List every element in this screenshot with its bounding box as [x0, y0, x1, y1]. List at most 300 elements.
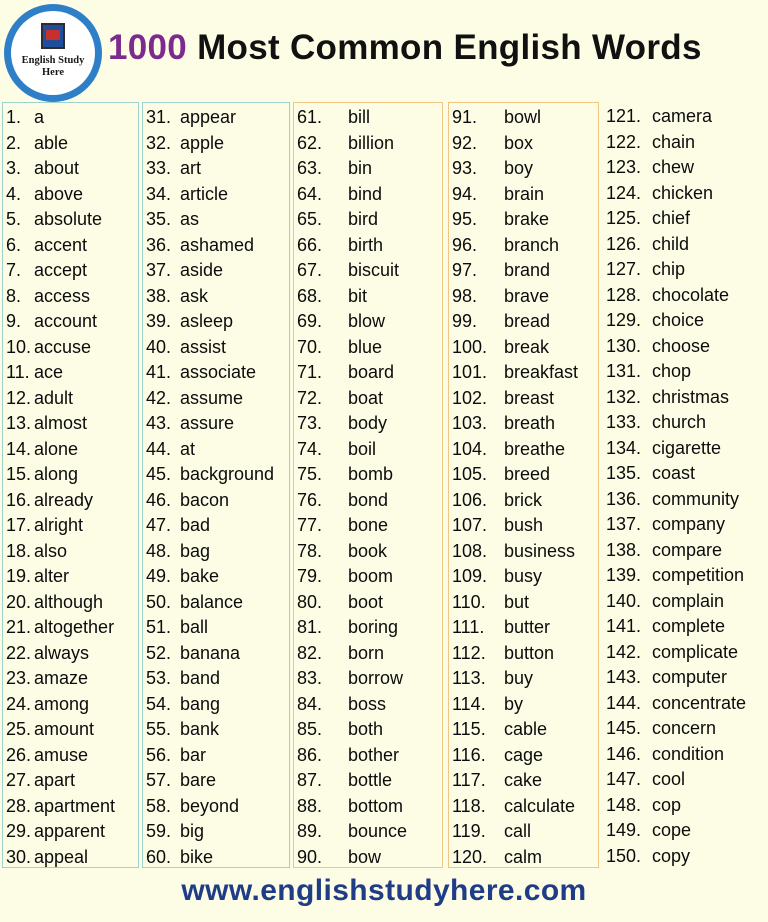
page-title — [108, 28, 702, 68]
word-number: 6. — [6, 234, 22, 255]
word-text: boy — [504, 158, 534, 178]
word-text: amount — [34, 719, 95, 739]
word-text: bake — [180, 566, 220, 586]
word-text: blue — [348, 336, 383, 357]
word-text: break — [504, 336, 550, 357]
word-number: 112. — [452, 642, 486, 663]
word-text: branch — [504, 234, 560, 255]
word-text: company — [652, 514, 726, 534]
word-number: 119. — [452, 821, 486, 841]
word-text: bow — [348, 846, 382, 867]
word-text: ask — [180, 285, 209, 306]
word-number: 106. — [452, 489, 488, 510]
word-text: bank — [180, 719, 220, 739]
word-number: 78. — [297, 540, 323, 561]
word-text: community — [652, 488, 740, 509]
word-column-5 — [603, 102, 766, 868]
title-text: Most Common English Words — [187, 28, 702, 67]
word-number: 108. — [452, 540, 488, 561]
word-number: 136. — [606, 488, 642, 509]
word-number: 142. — [606, 641, 642, 662]
word-text: choice — [652, 310, 705, 330]
word-number: 120. — [452, 846, 488, 867]
word-text: chain — [652, 131, 696, 152]
word-number: 61. — [297, 107, 323, 127]
word-text: accuse — [34, 336, 92, 357]
word-number: 135. — [606, 463, 642, 483]
word-text: access — [34, 285, 91, 306]
word-number: 49. — [146, 566, 172, 586]
word-number: 8. — [6, 285, 22, 306]
word-number: 43. — [146, 413, 172, 433]
word-text: bill — [348, 107, 371, 127]
word-number: 31. — [146, 107, 172, 127]
word-number: 118. — [452, 795, 486, 816]
site-logo — [4, 4, 102, 102]
word-number: 124. — [606, 182, 642, 203]
word-text: bread — [504, 311, 551, 331]
word-number: 129. — [606, 310, 642, 330]
word-text: calm — [504, 846, 543, 867]
word-text: adult — [34, 387, 74, 408]
word-number: 1. — [6, 107, 22, 127]
word-number: 115. — [452, 719, 486, 739]
word-text: cop — [652, 794, 682, 815]
word-text: bird — [348, 209, 379, 229]
word-number: 117. — [452, 770, 486, 790]
word-number: 79. — [297, 566, 323, 586]
footer-url[interactable]: www.englishstudyhere.com — [181, 874, 587, 907]
word-text: asleep — [180, 311, 234, 331]
word-number: 85. — [297, 719, 323, 739]
word-text: condition — [652, 743, 725, 764]
word-text: busy — [504, 566, 543, 586]
word-number: 130. — [606, 335, 642, 356]
word-number: 9. — [6, 311, 22, 331]
word-text: complicate — [652, 641, 739, 662]
word-number: 121. — [606, 106, 642, 126]
word-column-3 — [293, 102, 443, 868]
word-number: 83. — [297, 668, 323, 688]
word-text: borrow — [348, 668, 404, 688]
word-text: brave — [504, 285, 550, 306]
word-number: 93. — [452, 158, 478, 178]
word-number: 68. — [297, 285, 323, 306]
word-number: 72. — [297, 387, 323, 408]
word-text: butter — [504, 617, 551, 637]
word-text: chew — [652, 157, 695, 177]
word-number: 146. — [606, 743, 642, 764]
word-text: bag — [180, 540, 211, 561]
word-number: 2. — [6, 132, 22, 153]
word-number: 4. — [6, 183, 22, 204]
word-text: cigarette — [652, 437, 722, 458]
word-column-2 — [142, 102, 290, 868]
word-text: child — [652, 233, 690, 254]
word-text: bit — [348, 285, 368, 306]
word-number: 38. — [146, 285, 172, 306]
word-text: accent — [34, 234, 88, 255]
word-number: 76. — [297, 489, 323, 510]
word-text: breakfast — [504, 362, 579, 382]
word-number: 138. — [606, 539, 642, 560]
word-number: 104. — [452, 438, 488, 459]
word-number: 131. — [606, 361, 642, 381]
word-text: above — [34, 183, 84, 204]
word-text: competition — [652, 565, 745, 585]
word-number: 52. — [146, 642, 172, 663]
word-text: bowl — [504, 107, 542, 127]
word-number: 123. — [606, 157, 642, 177]
word-text: concentrate — [652, 692, 747, 713]
word-number: 94. — [452, 183, 478, 204]
word-text: chocolate — [652, 284, 730, 305]
word-text: button — [504, 642, 555, 663]
word-number: 90. — [297, 846, 323, 867]
word-column-4 — [448, 102, 599, 868]
word-number: 10. — [6, 336, 32, 357]
word-text: assist — [180, 336, 227, 357]
word-text: boss — [348, 693, 387, 714]
word-text: bush — [504, 515, 544, 535]
word-number: 41. — [146, 362, 172, 382]
word-text: biscuit — [348, 260, 400, 280]
word-number: 15. — [6, 464, 32, 484]
word-number: 11. — [6, 362, 30, 382]
word-text: breed — [504, 464, 551, 484]
word-number: 16. — [6, 489, 32, 510]
word-text: choose — [652, 335, 711, 356]
word-number: 64. — [297, 183, 323, 204]
word-number: 95. — [452, 209, 478, 229]
word-number: 66. — [297, 234, 323, 255]
word-number: 88. — [297, 795, 323, 816]
word-text: always — [34, 642, 90, 663]
word-number: 134. — [606, 437, 642, 458]
word-text: cake — [504, 770, 543, 790]
word-text: assume — [180, 387, 244, 408]
word-text: bind — [348, 183, 383, 204]
word-number: 32. — [146, 132, 172, 153]
word-number: 28. — [6, 795, 32, 816]
word-number: 73. — [297, 413, 323, 433]
word-number: 145. — [606, 718, 642, 738]
word-text: coast — [652, 463, 696, 483]
logo-badge — [11, 11, 95, 95]
word-text: brick — [504, 489, 543, 510]
word-text: camera — [652, 106, 713, 126]
word-text: cable — [504, 719, 548, 739]
word-number: 150. — [606, 845, 642, 866]
word-number: 3. — [6, 158, 22, 178]
word-text: brake — [504, 209, 550, 229]
word-text: by — [504, 693, 524, 714]
word-text: chief — [652, 208, 691, 228]
word-text: chicken — [652, 182, 714, 203]
word-number: 116. — [452, 744, 486, 765]
word-text: boil — [348, 438, 377, 459]
word-number: 13. — [6, 413, 32, 433]
word-text: at — [180, 438, 196, 459]
word-number: 37. — [146, 260, 172, 280]
word-text: buy — [504, 668, 534, 688]
word-number: 126. — [606, 233, 642, 254]
word-text: bone — [348, 515, 389, 535]
word-text: breath — [504, 413, 556, 433]
word-text: chop — [652, 361, 692, 381]
word-number: 144. — [606, 692, 642, 713]
word-number: 143. — [606, 667, 642, 687]
word-text: also — [34, 540, 68, 561]
word-text: balance — [180, 591, 244, 612]
word-text: background — [180, 464, 275, 484]
word-number: 70. — [297, 336, 323, 357]
word-number: 140. — [606, 590, 642, 611]
word-text: bar — [180, 744, 207, 765]
word-text: about — [34, 158, 80, 178]
word-number: 36. — [146, 234, 172, 255]
word-text: but — [504, 591, 530, 612]
word-text: bang — [180, 693, 221, 714]
word-text: absolute — [34, 209, 103, 229]
word-number: 105. — [452, 464, 488, 484]
word-number: 19. — [6, 566, 32, 586]
word-text: among — [34, 693, 90, 714]
word-text: board — [348, 362, 395, 382]
word-text: almost — [34, 413, 88, 433]
word-number: 7. — [6, 260, 22, 280]
word-number: 87. — [297, 770, 323, 790]
word-text: alone — [34, 438, 79, 459]
word-text: amaze — [34, 668, 89, 688]
word-number: 27. — [6, 770, 32, 790]
word-number: 114. — [452, 693, 486, 714]
word-number: 100. — [452, 336, 488, 357]
word-number: 71. — [297, 362, 323, 382]
word-number: 47. — [146, 515, 172, 535]
word-text: brain — [504, 183, 545, 204]
word-number: 97. — [452, 260, 478, 280]
word-number: 103. — [452, 413, 488, 433]
word-text: along — [34, 464, 79, 484]
word-text: amuse — [34, 744, 89, 765]
word-text: book — [348, 540, 388, 561]
word-text: alter — [34, 566, 70, 586]
word-number: 50. — [146, 591, 172, 612]
word-text: body — [348, 413, 388, 433]
word-text: banana — [180, 642, 241, 663]
word-text: accept — [34, 260, 88, 280]
word-number: 59. — [146, 821, 172, 841]
word-column-1 — [2, 102, 139, 868]
word-number: 12. — [6, 387, 32, 408]
word-number: 77. — [297, 515, 323, 535]
word-text: billion — [348, 132, 395, 153]
word-text: alright — [34, 515, 84, 535]
word-text: able — [34, 132, 69, 153]
word-text: big — [180, 821, 205, 841]
word-number: 60. — [146, 846, 172, 867]
word-text: already — [34, 489, 94, 510]
word-number: 42. — [146, 387, 172, 408]
word-number: 23. — [6, 668, 32, 688]
word-text: complain — [652, 590, 725, 611]
word-text: boot — [348, 591, 384, 612]
word-number: 110. — [452, 591, 486, 612]
word-text: art — [180, 158, 202, 178]
word-number: 74. — [297, 438, 323, 459]
word-text: breast — [504, 387, 555, 408]
word-text: christmas — [652, 386, 730, 407]
word-number: 92. — [452, 132, 478, 153]
word-number: 111. — [452, 617, 485, 637]
word-number: 33. — [146, 158, 172, 178]
word-text: bond — [348, 489, 389, 510]
word-number: 86. — [297, 744, 323, 765]
word-number: 39. — [146, 311, 172, 331]
word-number: 81. — [297, 617, 323, 637]
word-text: brand — [504, 260, 551, 280]
word-number: 48. — [146, 540, 172, 561]
word-number: 55. — [146, 719, 172, 739]
word-text: copy — [652, 845, 691, 866]
word-text: bounce — [348, 821, 408, 841]
word-number: 57. — [146, 770, 172, 790]
word-number: 148. — [606, 794, 642, 815]
word-number: 75. — [297, 464, 323, 484]
word-text: bare — [180, 770, 217, 790]
word-text: concern — [652, 718, 717, 738]
word-text: bad — [180, 515, 211, 535]
word-number: 98. — [452, 285, 478, 306]
word-text: both — [348, 719, 384, 739]
word-number: 147. — [606, 769, 642, 789]
word-number: 58. — [146, 795, 172, 816]
word-number: 14. — [6, 438, 32, 459]
word-number: 22. — [6, 642, 32, 663]
word-text: associate — [180, 362, 257, 382]
word-number: 122. — [606, 131, 642, 152]
word-number: 63. — [297, 158, 323, 178]
word-text: appeal — [34, 846, 89, 867]
logo-text: English Study Here — [21, 55, 85, 78]
word-number: 89. — [297, 821, 323, 841]
word-text: business — [504, 540, 576, 561]
word-text: band — [180, 668, 221, 688]
word-number: 127. — [606, 259, 642, 279]
word-number: 141. — [606, 616, 642, 636]
word-text: appear — [180, 107, 237, 127]
word-text: assure — [180, 413, 235, 433]
word-text: apart — [34, 770, 76, 790]
word-text: bottom — [348, 795, 404, 816]
word-number: 91. — [452, 107, 478, 127]
word-number: 30. — [6, 846, 32, 867]
word-number: 65. — [297, 209, 323, 229]
word-number: 109. — [452, 566, 488, 586]
word-number: 35. — [146, 209, 172, 229]
word-text: calculate — [504, 795, 576, 816]
word-text: ball — [180, 617, 209, 637]
word-number: 45. — [146, 464, 172, 484]
word-text: bin — [348, 158, 373, 178]
word-text: bike — [180, 846, 214, 867]
word-text: cool — [652, 769, 686, 789]
word-number: 24. — [6, 693, 32, 714]
word-text: born — [348, 642, 385, 663]
word-text: chip — [652, 259, 686, 279]
word-text: computer — [652, 667, 728, 687]
word-number: 53. — [146, 668, 172, 688]
word-text: ashamed — [180, 234, 255, 255]
word-number: 17. — [6, 515, 32, 535]
word-number: 101. — [452, 362, 488, 382]
word-number: 107. — [452, 515, 488, 535]
word-number: 51. — [146, 617, 172, 637]
word-number: 54. — [146, 693, 172, 714]
word-number: 137. — [606, 514, 642, 534]
word-number: 139. — [606, 565, 642, 585]
word-number: 125. — [606, 208, 642, 228]
word-text: birth — [348, 234, 384, 255]
word-text: boom — [348, 566, 394, 586]
word-number: 84. — [297, 693, 323, 714]
word-number: 113. — [452, 668, 486, 688]
word-text: although — [34, 591, 104, 612]
word-text: box — [504, 132, 534, 153]
word-text: ace — [34, 362, 64, 382]
word-number: 46. — [146, 489, 172, 510]
word-number: 34. — [146, 183, 172, 204]
word-text: boat — [348, 387, 384, 408]
word-number: 25. — [6, 719, 32, 739]
word-text: boring — [348, 617, 399, 637]
word-text: apparent — [34, 821, 106, 841]
word-text: cope — [652, 820, 692, 840]
word-number: 56. — [146, 744, 172, 765]
word-text: altogether — [34, 617, 115, 637]
title-number: 1000 — [108, 28, 188, 67]
word-text: compare — [652, 539, 723, 560]
word-number: 62. — [297, 132, 323, 153]
word-number: 21. — [6, 617, 32, 637]
word-number: 40. — [146, 336, 172, 357]
word-number: 26. — [6, 744, 32, 765]
word-text: call — [504, 821, 532, 841]
word-text: beyond — [180, 795, 240, 816]
word-number: 99. — [452, 311, 478, 331]
word-number: 128. — [606, 284, 642, 305]
word-text: bottle — [348, 770, 393, 790]
word-number: 133. — [606, 412, 642, 432]
word-number: 29. — [6, 821, 32, 841]
word-number: 67. — [297, 260, 323, 280]
word-number: 82. — [297, 642, 323, 663]
word-text: aside — [180, 260, 224, 280]
word-number: 132. — [606, 386, 642, 407]
word-number: 149. — [606, 820, 642, 840]
word-number: 44. — [146, 438, 172, 459]
word-text: bomb — [348, 464, 394, 484]
word-number: 102. — [452, 387, 488, 408]
word-number: 5. — [6, 209, 22, 229]
word-number: 69. — [297, 311, 323, 331]
word-text: blow — [348, 311, 386, 331]
word-number: 20. — [6, 591, 32, 612]
word-text: a — [34, 107, 45, 127]
word-text: cage — [504, 744, 544, 765]
word-text: bother — [348, 744, 400, 765]
